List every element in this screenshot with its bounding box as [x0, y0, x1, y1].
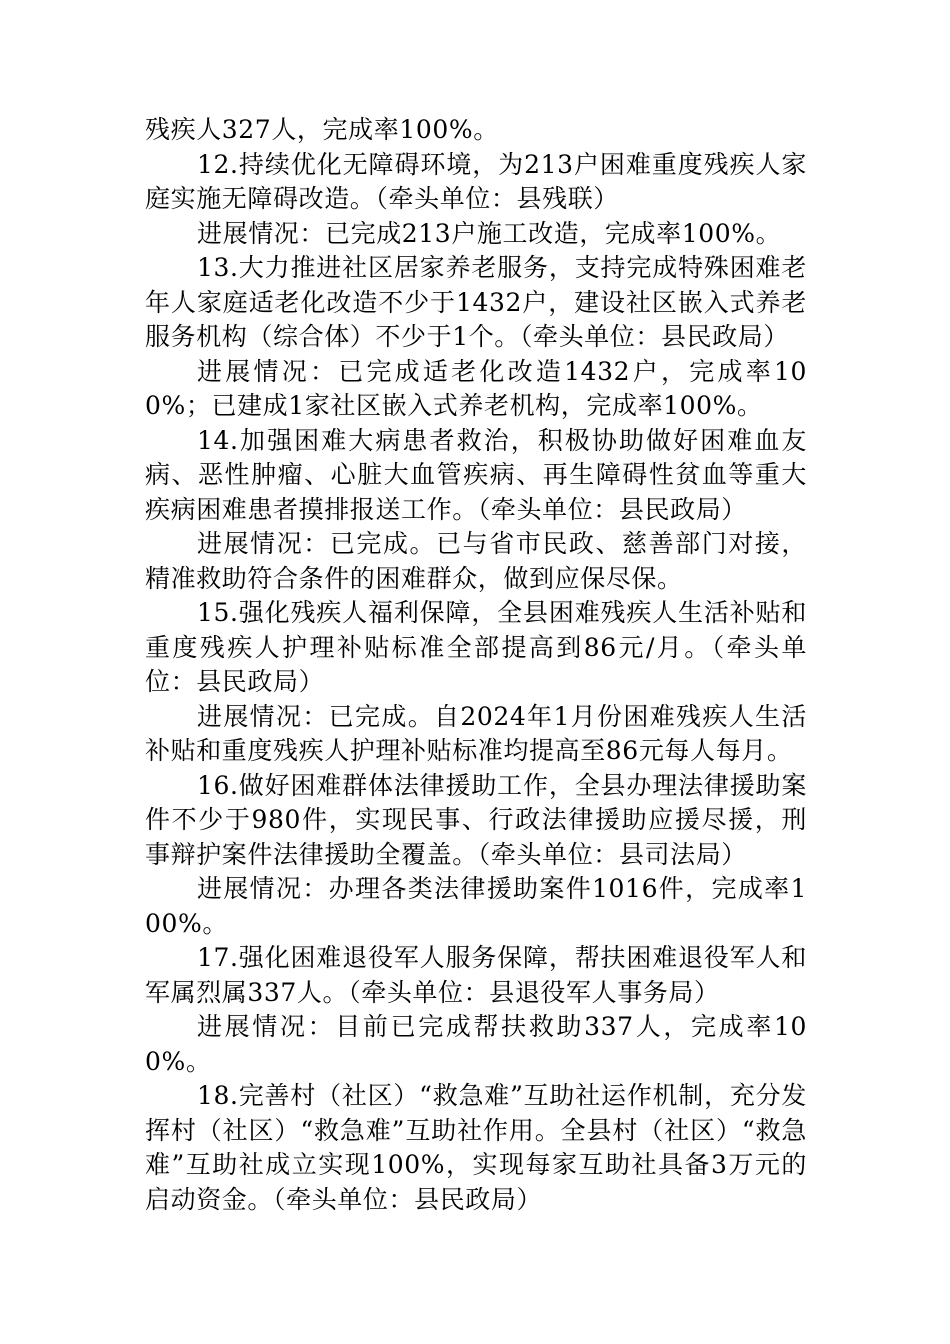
paragraph-item-12: 12.持续优化无障碍环境，为213户困难重度残疾人家庭实施无障碍改造。（牵头单位：县残联）	[145, 149, 807, 213]
paragraph-progress-12: 进展情况：已完成213户施工改造，完成率100%。	[197, 218, 782, 248]
paragraph-item-16: 16.做好困难群体法律援助工作，全县办理法律援助案件不少于980件，实现民事、行政法律援助应援尽援，刑事辩护案件法律援助全覆盖。（牵头单位：县司法局）	[145, 770, 807, 869]
paragraph-progress-15: 进展情况：已完成。自2024年1月份困难残疾人生活补贴和重度残疾人护理补贴标准均提高至86元每人每月。	[145, 701, 807, 765]
paragraph-item-15: 15.强化残疾人福利保障，全县困难残疾人生活补贴和重度残疾人护理补贴标准全部提高到86元/月。（牵头单位：县民政局）	[145, 598, 807, 696]
paragraph-item-14: 14.加强困难大病患者救治，积极协助做好困难血友病、恶性肿瘤、心脏大血管疾病、再生障碍性贫血等重大疾病困难患者摸排报送工作。（牵头单位：县民政局）	[145, 425, 807, 524]
paragraph-item-17: 17.强化困难退役军人服务保障，帮扶困难退役军人和军属烈属337人。（牵头单位：县退役军人事务局）	[145, 943, 807, 1007]
paragraph-progress-13: 进展情况：已完成适老化改造1432户，完成率100%；已建成1家社区嵌入式养老机构，完成率100%。	[145, 356, 807, 420]
document-body	[145, 113, 807, 1217]
paragraph-progress-17: 进展情况：目前已完成帮扶救助337人，完成率100%。	[145, 1012, 807, 1076]
paragraph-item-13: 13.大力推进社区居家养老服务，支持完成特殊困难老年人家庭适老化改造不少于1432户，建设社区嵌入式养老服务机构（综合体）不少于1个。（牵头单位：县民政局）	[145, 253, 807, 351]
paragraph-progress-16: 进展情况：办理各类法律援助案件1016件，完成率100%。	[145, 874, 807, 938]
paragraph-continuation: 残疾人327人，完成率100%。	[145, 115, 499, 144]
paragraph-progress-14: 进展情况：已完成。已与省市民政、慈善部门对接，精准救助符合条件的困难群众，做到应保尽保。	[145, 529, 807, 593]
paragraph-item-18: 18.完善村（社区）“救急难”互助社运作机制，充分发挥村（社区）“救急难”互助社作用。全县村（社区）“救急难”互助社成立实现100%，实现每家互助社具备3万元的启动资金。（牵头单位：县民政局）	[145, 1081, 807, 1214]
